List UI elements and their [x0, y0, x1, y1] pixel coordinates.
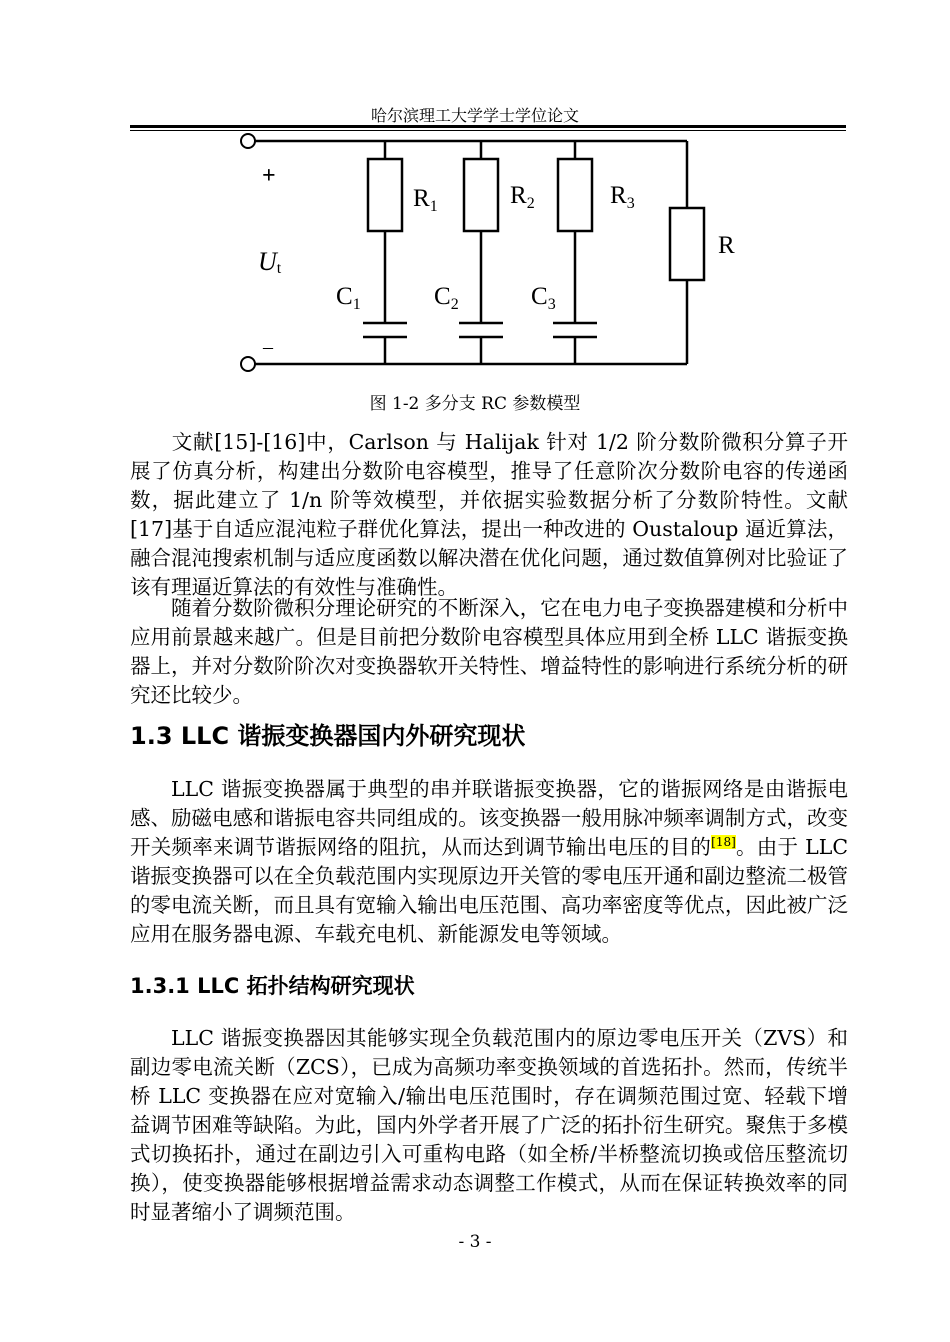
paragraph-3: LLC 谐振变换器属于典型的串并联谐振变换器，它的谐振网络是由谐振电感、励磁电感和谐振电容共同组成的。该变换器一般用脉冲频率调制方式，改变开关频率来调节谐振网络的阻抗，从而达到调节输出电压的目的[18]。由于 LLC 谐振变换器可以在全负载范围内实现原边开关管的零电压开通和副边整流二极管的零电流关断，而且具有宽输入输出电压范围、高功率密度等优点，因此被广泛应用在服务器电源、车载充电机、新能源发电等领域。 [130, 777, 849, 946]
resistor-r [670, 208, 704, 280]
section-heading-1-3-1: 1.3.1 LLC 拓扑结构研究现状 [130, 974, 415, 998]
citation-18[interactable]: [18] [711, 835, 736, 850]
plus-sign: + [262, 163, 276, 189]
page-number: - 3 - [458, 1232, 492, 1252]
terminal-bottom [241, 357, 255, 371]
paragraph-1: 文献[15]-[16]中，Carlson 与 Halijak 针对 1/2 阶分数阶微积分算子开展了仿真分析，构建出分数阶电容模型，推导了任意阶次分数阶电容的传递函数，据此建立了 1/n 阶等效模型，并依据实验数据分析了分数阶特性。文献[17]基于自适应混沌粒子群优化算法，提出一种改进的 Oustaloup 逼近算法，融合混沌搜索机制与适应度函数以解决潜在优化问题，通过数值算例对比验证了该有理逼近算法的有效性与准确性。 [130, 430, 848, 599]
label-r1: R1 [413, 185, 438, 215]
minus-sign: – [263, 336, 273, 358]
rc-circuit-diagram [0, 0, 950, 400]
label-r: R [718, 232, 735, 259]
label-c3: C3 [531, 283, 556, 313]
page-header-title: 哈尔滨理工大学学士学位论文 [370, 106, 579, 125]
label-c2: C2 [434, 283, 459, 313]
label-r2: R2 [510, 182, 535, 212]
paragraph-2: 随着分数阶微积分理论研究的不断深入，它在电力电子变换器建模和分析中应用前景越来越广。但是目前把分数阶电容模型具体应用到全桥 LLC 谐振变换器上，并对分数阶阶次对变换器软开关特性、增益特性的影响进行系统分析的研究还比较少。 [130, 596, 848, 707]
resistor-r2 [464, 159, 498, 231]
label-r3: R3 [610, 182, 635, 212]
paragraph-4: LLC 谐振变换器因其能够实现全负载范围内的原边零电压开关（ZVS）和副边零电流关断（ZCS），已成为高频功率变换领域的首选拓扑。然而，传统半桥 LLC 变换器在应对宽输入/输出电压范围时，存在调频范围过宽、轻载下增益调节困难等缺陷。为此，国内外学者开展了广泛的拓扑衍生研究。聚焦于多模式切换拓扑，通过在副边引入可重构电路（如全桥/半桥整流切换或倍压整流切换），使变换器能够根据增益需求动态调整工作模式，从而在保证转换效率的同时显著缩小了调频范围。 [130, 1026, 848, 1224]
label-c1: C1 [336, 283, 361, 313]
voltage-label-ut: Ut [258, 247, 282, 277]
resistor-r3 [558, 159, 592, 231]
section-heading-1-3: 1.3 LLC 谐振变换器国内外研究现状 [130, 722, 526, 750]
figure-caption: 图 1-2 多分支 RC 参数模型 [369, 394, 581, 414]
terminal-top [241, 134, 255, 148]
resistor-r1 [368, 159, 402, 231]
